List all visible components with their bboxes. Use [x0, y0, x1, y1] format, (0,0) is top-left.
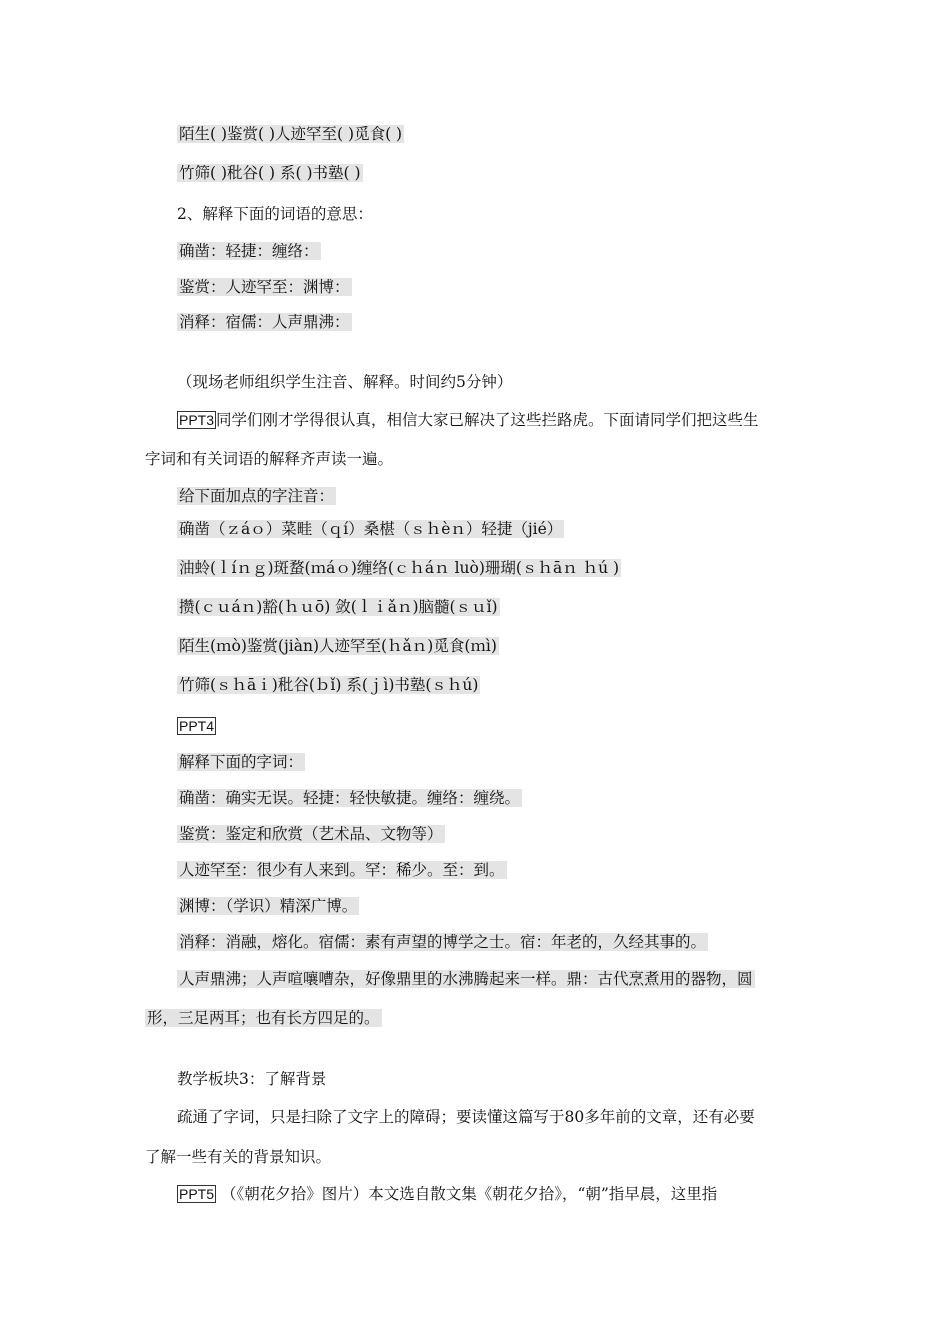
highlighted-text: 油蛉(ｌíｎｇ)斑蝥(ｍáｏ)缠络(ｃｈáｎ luò)珊瑚(ｓｈāｎ ｈú ) [179, 559, 620, 577]
highlighted-text: 确凿（ｚáｏ）菜畦（ｑí）桑椹（ｓｈèｎ）轻捷（jié） [179, 520, 563, 538]
paragraph-ppt3 [177, 409, 759, 431]
highlighted-text: 人声鼎沸；人声喧嚷嘈杂，好像鼎里的水沸腾起来一样。鼎：古代烹煮用的器物，圆 [179, 970, 753, 988]
definition-line-6-continued [145, 1007, 382, 1029]
highlighted-text: 给下面加点的字注音： [179, 487, 335, 505]
highlighted-text: 形，三足两耳；也有长方四足的。 [147, 1009, 380, 1027]
paragraph-continuation: 字词和有关词语的解释齐声读一遍。 [145, 450, 394, 468]
highlighted-text: 攒(ｃｕáｎ)豁(ｈｕō) 敛(ｌｉǎｎ)脑髓(ｓｕǐ) [179, 598, 498, 616]
highlighted-text: 竹筛( )秕谷( ) 系( )书塾( ) [179, 164, 361, 182]
definition-heading [177, 751, 305, 773]
ppt4-tag: PPT4 [179, 718, 215, 734]
highlighted-text: 陌生( )鉴赏( )人迹罕至( )觅食( ) [179, 125, 403, 143]
teacher-note: （现场老师组织学生注音、解释。时间约5分钟） [177, 373, 513, 391]
paragraph-text: 同学们刚才学得很认真，相信大家已解决了这些拦路虎。下面请同学们把这些生 [216, 411, 759, 429]
highlighted-text: 鉴赏：人迹罕至：渊博： [179, 278, 350, 296]
definition-exercise-line-1 [177, 240, 321, 262]
exercise-heading: 2、解释下面的词语的意思： [177, 205, 373, 223]
pinyin-answer-line-4 [177, 635, 499, 657]
highlighted-text: 鉴赏：鉴定和欣赏（艺术品、文物等） [179, 825, 443, 843]
definition-line-1 [177, 787, 522, 809]
pinyin-answer-line-2 [177, 557, 621, 579]
highlighted-text: 解释下面的字词： [179, 753, 304, 771]
highlighted-text: 人迹罕至：很少有人来到。罕：稀少。至：到。 [179, 861, 505, 879]
highlighted-text: 消释：消融，熔化。宿儒：素有声望的博学之士。宿：年老的，久经其事的。 [179, 933, 707, 951]
section-heading: 教学板块3：了解背景 [177, 1070, 327, 1088]
ppt5-tag: PPT5 [179, 1186, 215, 1202]
definition-exercise-line-3 [177, 311, 352, 333]
highlighted-text: 渊博：（学识）精深广博。 [179, 897, 358, 915]
definition-line-4 [177, 895, 359, 917]
pinyin-answer-line-3 [177, 596, 500, 618]
highlighted-text: 确凿：确实无误。轻捷：轻快敏捷。缠络：缠绕。 [179, 789, 521, 807]
pinyin-answer-line-5 [177, 674, 480, 696]
highlighted-text: 消释：宿儒：人声鼎沸： [179, 313, 350, 331]
pinyin-answer-line-1 [177, 518, 564, 540]
background-paragraph: 疏通了字词，只是扫除了文字上的障碍；要读懂这篇写于80多年前的文章，还有必要 [177, 1108, 755, 1126]
pinyin-heading [177, 485, 336, 507]
highlighted-text: 竹筛(ｓｈāｉ)秕谷(ｂǐ) 系(ｊì)书塾(ｓｈú) [179, 676, 479, 694]
definition-line-6 [177, 968, 755, 990]
definition-exercise-line-2 [177, 276, 352, 298]
definition-line-2 [177, 823, 445, 845]
highlighted-text: 陌生(ｍò)鉴赏(jiàn)人迹罕至(ｈǎｎ)觅食(ｍì) [179, 637, 497, 655]
paragraph-text: （《朝花夕拾》图片）本文选自散文集《朝花夕拾》，“朝”指早晨，这里指 [220, 1185, 718, 1203]
pinyin-exercise-line-2 [177, 162, 363, 184]
background-paragraph-continued: 了解一些有关的背景知识。 [145, 1148, 332, 1166]
ppt3-tag: PPT3 [179, 412, 215, 428]
paragraph-ppt5 [177, 1183, 717, 1205]
pinyin-exercise-line-1 [177, 123, 404, 145]
ppt4-line [177, 715, 216, 737]
highlighted-text: 确凿：轻捷：缠络： [179, 242, 319, 260]
definition-line-5 [177, 931, 708, 953]
definition-line-3 [177, 859, 507, 881]
